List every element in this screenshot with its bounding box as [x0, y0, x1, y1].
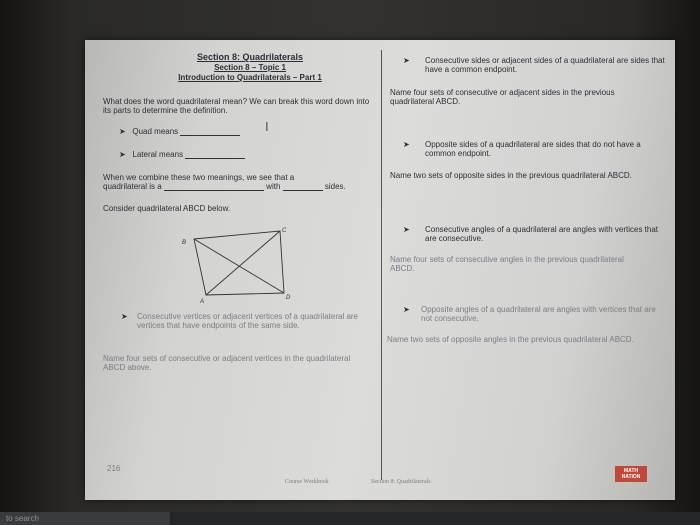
consecutive-angles-prompt: Name four sets of consecutive angles in the previous quadrilateral ABCD.	[390, 255, 624, 273]
combine-line-2	[103, 182, 378, 191]
math-nation-logo: MATH NATION	[615, 466, 647, 482]
consecutive-vertices-prompt: Name four sets of consecutive or adjacent vertices in the quadrilateral ABCD above.	[103, 354, 351, 372]
text-cursor-icon: I	[265, 119, 269, 134]
combine-text-a: quadrilateral is a	[103, 182, 162, 191]
footer-section: Section 8: Quadrilaterals	[371, 479, 431, 485]
workbook-page	[85, 40, 675, 500]
column-divider	[381, 50, 382, 480]
quad-means-label: Quad means	[132, 127, 179, 136]
bullet-arrow-icon: ➤	[121, 312, 128, 321]
combine-blank-1[interactable]	[164, 182, 264, 191]
quadrilateral-abcd-diagram	[180, 223, 295, 305]
quadrilateral-question: What does the word quadrilateral mean? We can break this word down into its parts to determine the definition.	[103, 97, 370, 115]
vertex-b-label: B	[182, 240, 187, 246]
bullet-arrow-icon: ➤	[403, 56, 410, 65]
opposite-sides-definition: Opposite sides of a quadrilateral are sides that do not have a common endpoint.	[425, 140, 641, 158]
bullet-arrow-icon: ➤	[403, 225, 410, 234]
footer-workbook: Course Workbook	[285, 479, 329, 485]
lateral-means-blank[interactable]	[185, 150, 245, 159]
taskbar-search-box[interactable]: to search	[0, 512, 170, 525]
vertex-c-label: C	[282, 228, 287, 234]
combine-line-1: When we combine these two meanings, we see that a	[103, 173, 295, 182]
opposite-angles-prompt: Name two sets of opposite angles in the previous quadrilateral ABCD.	[387, 335, 634, 344]
consecutive-vertices-definition: Consecutive vertices or adjacent vertices of a quadrilateral are vertices that have endpoints of the same side.	[137, 312, 358, 330]
lateral-means-item	[119, 150, 245, 159]
quad-means-item	[119, 127, 240, 136]
vertex-d-label: D	[286, 295, 291, 301]
vertex-a-label: A	[200, 299, 205, 305]
bullet-arrow-icon: ➤	[119, 127, 126, 136]
lesson-title: Introduction to Quadrilaterals – Part 1	[178, 73, 322, 82]
page-number: 216	[107, 464, 121, 473]
diagonal-ca	[206, 231, 280, 295]
quad-means-blank[interactable]	[180, 127, 240, 136]
combine-text-b: with	[266, 182, 281, 191]
consecutive-sides-prompt: Name four sets of consecutive or adjacent sides in the previous quadrilateral ABCD.	[390, 88, 615, 106]
topic-title: Section 8 – Topic 1	[214, 63, 286, 72]
combine-blank-2[interactable]	[283, 182, 323, 191]
taskbar	[0, 512, 700, 525]
consecutive-angles-definition: Consecutive angles of a quadrilateral are angles with vertices that are consecutive.	[425, 225, 659, 243]
bullet-arrow-icon: ➤	[403, 140, 410, 149]
opposite-sides-prompt: Name two sets of opposite sides in the previous quadrilateral ABCD.	[390, 171, 632, 180]
lateral-means-label: Lateral means	[132, 150, 184, 159]
bullet-arrow-icon: ➤	[403, 305, 410, 314]
consecutive-sides-definition: Consecutive sides or adjacent sides of a quadrilateral are sides that have a common endpoint.	[425, 56, 665, 74]
opposite-angles-definition: Opposite angles of a quadrilateral are angles with vertices that are not consecutive.	[421, 305, 656, 323]
consider-text: Consider quadrilateral ABCD below.	[103, 204, 231, 213]
section-title: Section 8: Quadrilaterals	[196, 52, 304, 62]
combine-text-c: sides.	[324, 182, 346, 191]
bullet-arrow-icon: ➤	[119, 150, 126, 159]
